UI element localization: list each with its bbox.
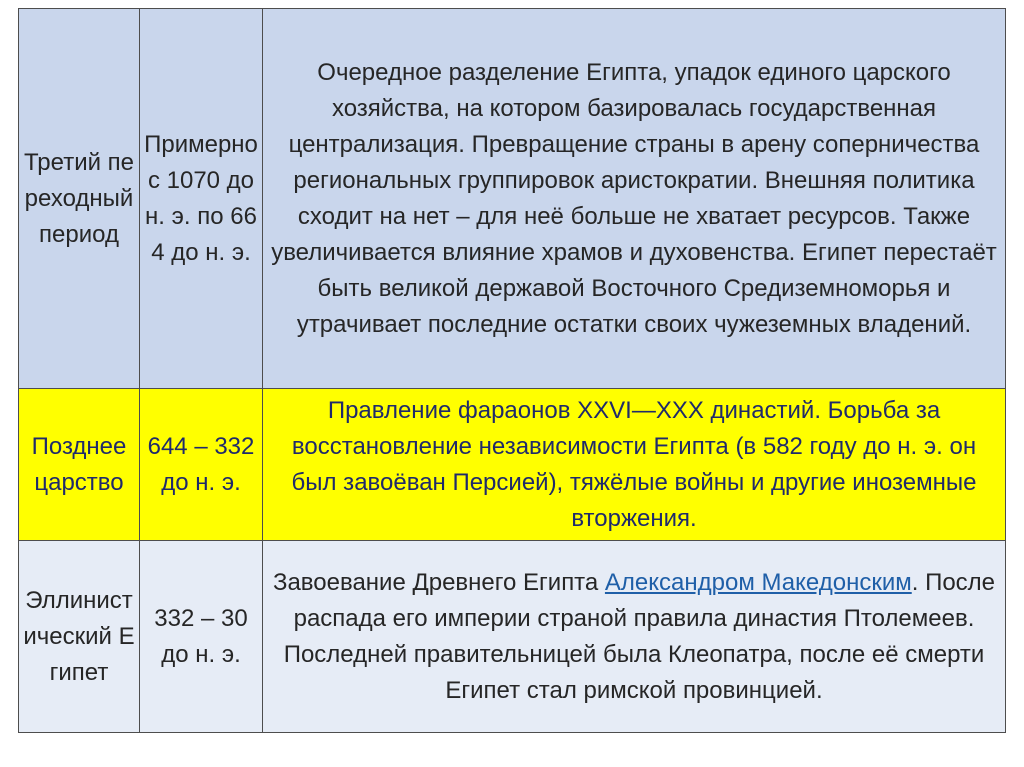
period-dates-cell: 332 – 30 до н. э.: [140, 541, 263, 733]
alexander-macedon-link[interactable]: Александром Македонским: [604, 568, 912, 596]
period-name-cell: Позднее царство: [19, 389, 140, 541]
table-row: [19, 9, 1006, 389]
table-row: [19, 389, 1006, 541]
period-description-cell: [263, 541, 1006, 733]
table-row: [19, 541, 1006, 733]
period-name-cell: Эллинистический Египет: [19, 541, 140, 733]
period-dates-cell: 644 – 332 до н. э.: [140, 389, 263, 541]
description-text-end: . После распада его империи страной правила династия Птолемеев. Последней правительницей была Клеопатра, после её смерти Египет стал римской провинцией.: [283, 568, 996, 704]
period-description-cell: Очередное разделение Египта, упадок единого царского хозяйства, на котором базировалась государственная централизация. Превращение страны в арену соперничества региональных группировок аристократии. Внешняя политика сходит на нет – для неё больше не хватает ресурсов. Также увеличивается влияние храмов и духовенства. Египет перестаёт быть великой державой Восточного Средиземноморья и утрачивает последние остатки своих чужеземных владений.: [263, 9, 1006, 389]
period-name-cell: Третий переходный период: [19, 9, 140, 389]
egypt-periods-table: [18, 8, 1006, 733]
period-description-cell: Правление фараонов XXVI—XXX династий. Борьба за восстановление независимости Египта (в 582 году до н. э. он был завоёван Персией), тяжёлые войны и другие иноземные вторжения.: [263, 389, 1006, 541]
period-dates-cell: Примерно с 1070 до н. э. по 664 до н. э.: [140, 9, 263, 389]
description-text-start: Завоевание Древнего Египта: [272, 568, 605, 596]
